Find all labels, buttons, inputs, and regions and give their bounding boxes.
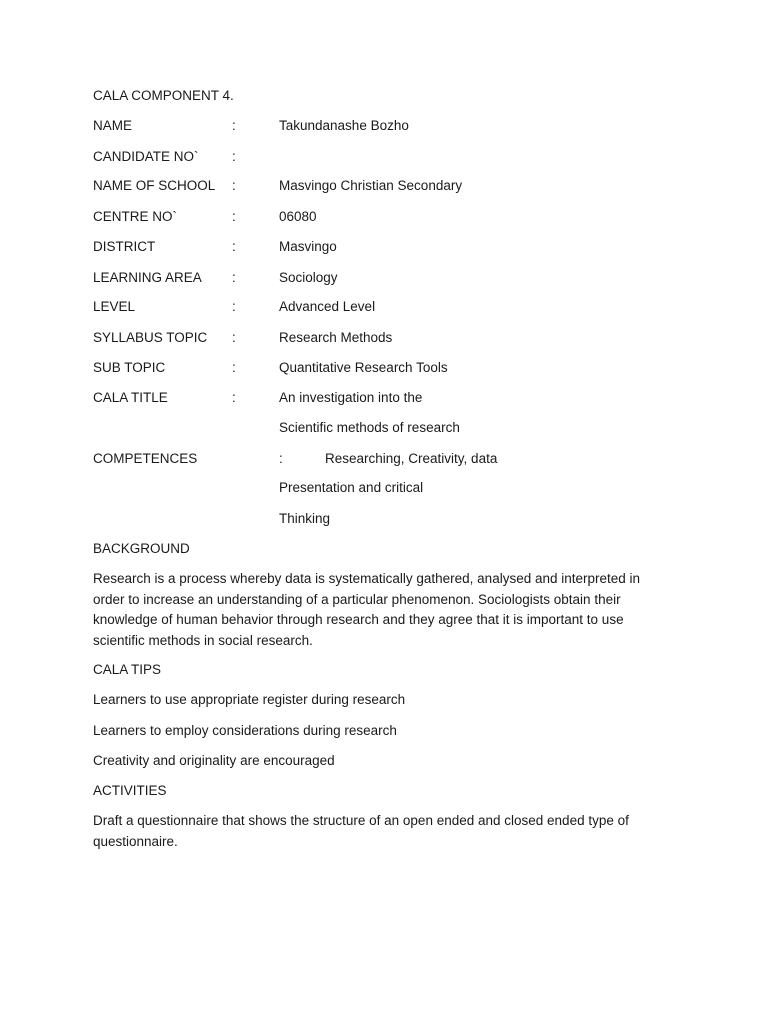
tip-item: Learners to use appropriate register during research <box>93 692 406 707</box>
field-colon: : <box>232 239 236 254</box>
field-colon: : <box>232 209 236 224</box>
field-value-sub-topic: Quantitative Research Tools <box>279 360 448 375</box>
field-value-district: Masvingo <box>279 239 337 254</box>
field-value-school: Masvingo Christian Secondary <box>279 178 463 193</box>
activities-paragraph: Draft a questionnaire that shows the structure of an open ended and closed ended type of questionnaire. <box>93 813 629 849</box>
background-heading: BACKGROUND <box>93 541 190 556</box>
document-title: CALA COMPONENT 4. <box>93 88 234 103</box>
field-label-learning-area: LEARNING AREA <box>93 270 202 285</box>
field-colon: : <box>232 118 236 133</box>
background-paragraph: Research is a process whereby data is systematically gathered, analysed and interpreted in order to increase an understanding of a particular phenomenon. Sociologists obtain their knowledge of human behavior through research and they agree that it is important to use scientific methods in social research. <box>93 571 641 648</box>
field-label-competences: COMPETENCES <box>93 451 198 466</box>
field-value-learning-area: Sociology <box>279 270 338 285</box>
field-value-name: Takundanashe Bozho <box>279 118 409 133</box>
field-label-school: NAME OF SCHOOL <box>93 178 216 193</box>
field-colon: : <box>232 178 236 193</box>
field-label-name: NAME <box>93 118 133 133</box>
field-value-syllabus-topic: Research Methods <box>279 330 393 345</box>
field-value-competences-cont: Thinking <box>279 511 331 526</box>
field-value-cala-title-cont: Scientific methods of research <box>279 420 460 435</box>
field-value-level: Advanced Level <box>279 299 376 314</box>
field-colon: : <box>232 270 236 285</box>
field-colon: : <box>279 451 283 466</box>
activities-heading: ACTIVITIES <box>93 783 167 798</box>
tip-item: Learners to employ considerations during research <box>93 723 397 738</box>
field-label-candidate-no: CANDIDATE NO` <box>93 149 199 164</box>
field-colon: : <box>232 330 236 345</box>
field-colon: : <box>232 299 236 314</box>
field-label-sub-topic: SUB TOPIC <box>93 360 166 375</box>
field-label-cala-title: CALA TITLE <box>93 390 168 405</box>
tip-item: Creativity and originality are encouraged <box>93 753 335 768</box>
field-value-competences: Researching, Creativity, data <box>325 451 498 466</box>
field-label-syllabus-topic: SYLLABUS TOPIC <box>93 330 208 345</box>
field-colon: : <box>232 390 236 405</box>
field-colon: : <box>232 149 236 164</box>
field-value-centre-no: 06080 <box>279 209 317 224</box>
field-colon: : <box>232 360 236 375</box>
field-value-competences-cont: Presentation and critical <box>279 480 424 495</box>
field-value-cala-title: An investigation into the <box>279 390 423 405</box>
field-label-level: LEVEL <box>93 299 136 314</box>
field-label-centre-no: CENTRE NO` <box>93 209 177 224</box>
field-label-district: DISTRICT <box>93 239 156 254</box>
tips-heading: CALA TIPS <box>93 662 162 677</box>
